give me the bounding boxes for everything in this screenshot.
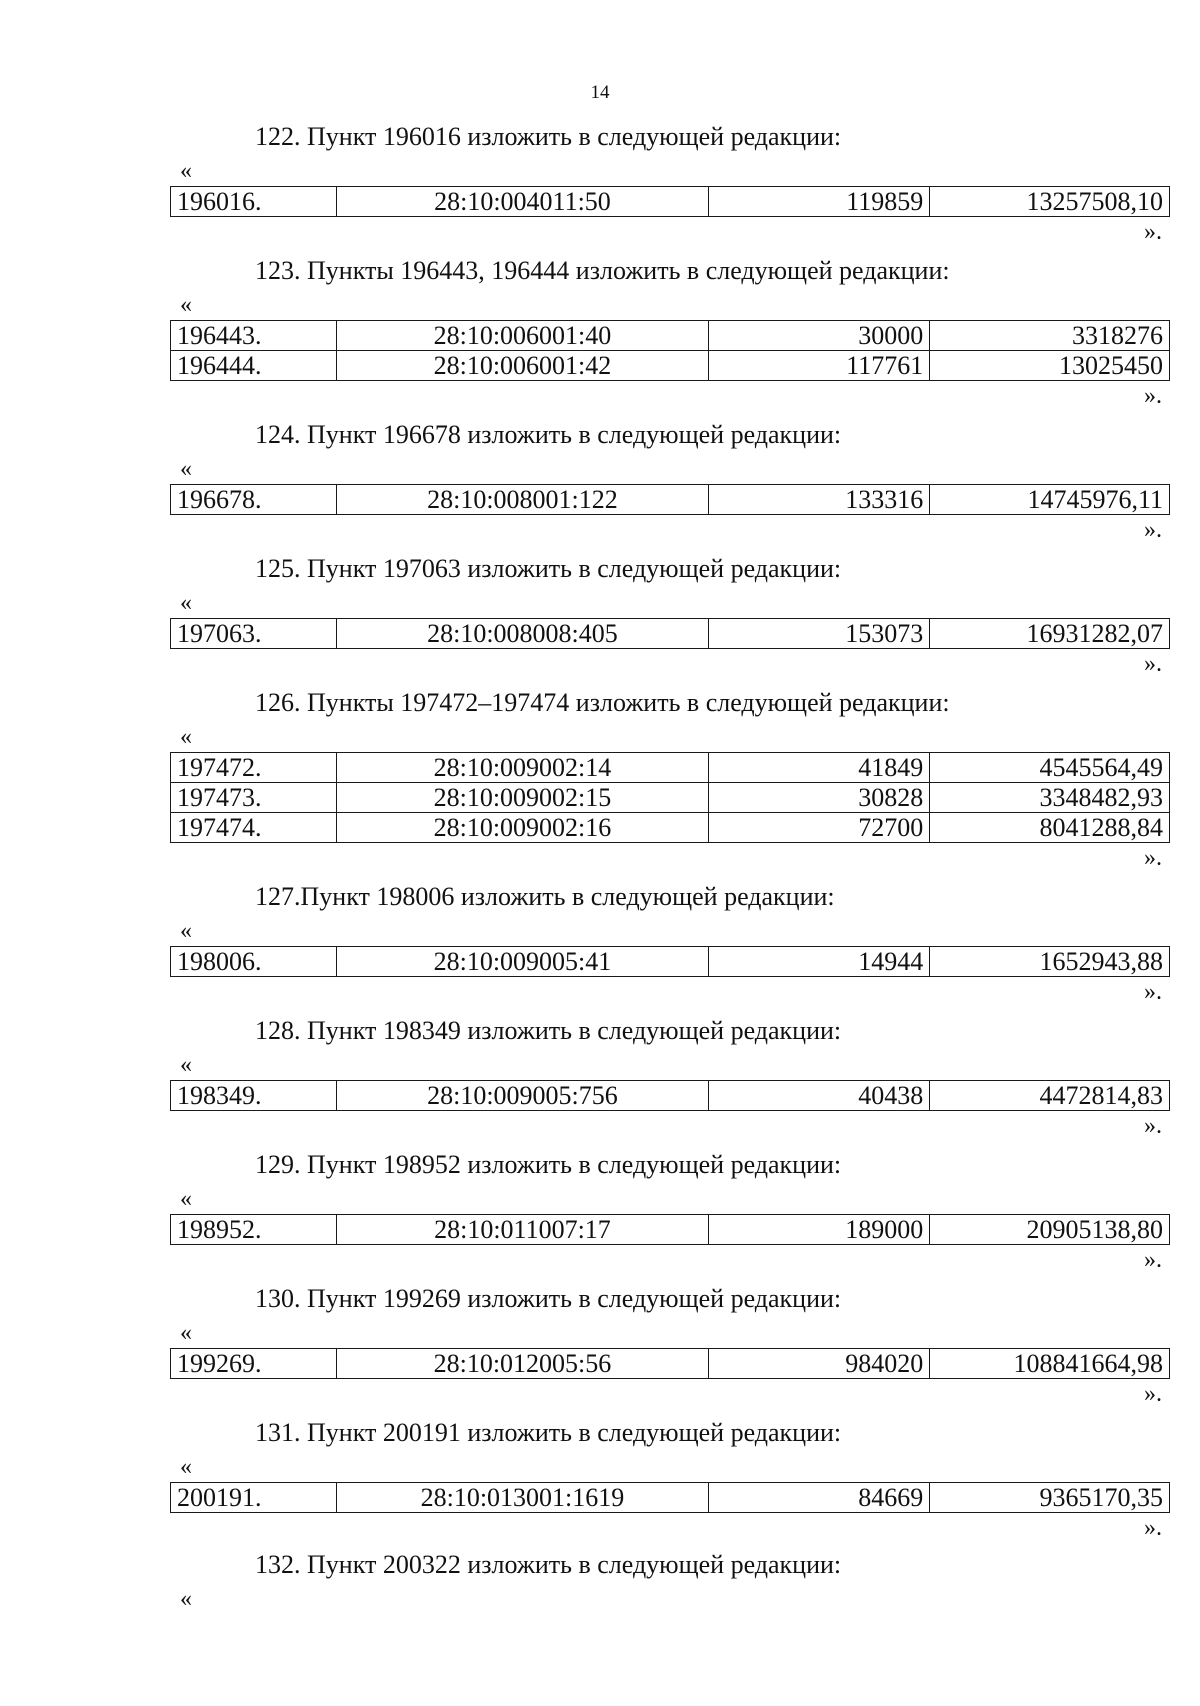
- item-number-cell: 197473.: [171, 783, 337, 813]
- item-number-cell: 198006.: [171, 947, 337, 977]
- amendment-section: [170, 881, 1170, 1015]
- amendment-section: [170, 687, 1170, 881]
- item-number-cell: 198952.: [171, 1215, 337, 1245]
- close-quote: ».: [1144, 651, 1162, 677]
- table-row: [171, 1349, 1170, 1379]
- close-quote: ».: [1144, 1381, 1162, 1407]
- cadastral-number-cell: 28:10:008008:405: [337, 619, 709, 649]
- section-heading: 125. Пункт 197063 изложить в следующей редакции:: [255, 554, 842, 583]
- cadastral-value-cell: 9365170,35: [930, 1483, 1170, 1513]
- table-row: [171, 619, 1170, 649]
- area-cell: 133316: [708, 485, 930, 515]
- cadastral-number-cell: 28:10:009002:16: [337, 813, 709, 843]
- open-quote: «: [180, 918, 192, 944]
- area-cell: 984020: [708, 1349, 930, 1379]
- area-cell: 153073: [708, 619, 930, 649]
- cadastral-value-cell: 13257508,10: [930, 187, 1170, 217]
- close-quote: ».: [1144, 845, 1162, 871]
- area-cell: 40438: [708, 1081, 930, 1111]
- cadastral-number-cell: 28:10:008001:122: [337, 485, 709, 515]
- table-row: [171, 753, 1170, 783]
- area-cell: 41849: [708, 753, 930, 783]
- table-row: [171, 1081, 1170, 1111]
- cadastral-value-cell: 16931282,07: [930, 619, 1170, 649]
- area-cell: 84669: [708, 1483, 930, 1513]
- table-row: [171, 1215, 1170, 1245]
- final-section-heading: 132. Пункт 200322 изложить в следующей редакции:: [255, 1550, 842, 1579]
- open-quote: «: [180, 456, 192, 482]
- close-quote: ».: [1144, 1515, 1162, 1541]
- area-cell: 30828: [708, 783, 930, 813]
- section-heading: 123. Пункты 196443, 196444 изложить в следующей редакции:: [255, 256, 950, 285]
- close-quote: ».: [1144, 219, 1162, 245]
- cadastral-number-cell: 28:10:012005:56: [337, 1349, 709, 1379]
- section-heading: 124. Пункт 196678 изложить в следующей редакции:: [255, 420, 842, 449]
- open-quote: «: [180, 1320, 192, 1346]
- item-number-cell: 197474.: [171, 813, 337, 843]
- close-quote: ».: [1144, 1113, 1162, 1139]
- amendment-table: [170, 186, 1170, 217]
- cadastral-number-cell: 28:10:011007:17: [337, 1215, 709, 1245]
- open-quote: «: [180, 590, 192, 616]
- item-number-cell: 196444.: [171, 351, 337, 381]
- cadastral-value-cell: 108841664,98: [930, 1349, 1170, 1379]
- amendment-table: [170, 320, 1170, 381]
- amendment-section: [170, 1015, 1170, 1149]
- item-number-cell: 196016.: [171, 187, 337, 217]
- section-heading: 127.Пункт 198006 изложить в следующей редакции:: [255, 882, 835, 911]
- section-heading: 129. Пункт 198952 изложить в следующей редакции:: [255, 1150, 842, 1179]
- item-number-cell: 196678.: [171, 485, 337, 515]
- amendment-table: [170, 1080, 1170, 1111]
- amendment-sections: [170, 121, 1170, 1551]
- item-number-cell: 197063.: [171, 619, 337, 649]
- item-number-cell: 199269.: [171, 1349, 337, 1379]
- open-quote: «: [180, 158, 192, 184]
- close-quote: ».: [1144, 517, 1162, 543]
- section-heading: 131. Пункт 200191 изложить в следующей редакции:: [255, 1418, 842, 1447]
- cadastral-value-cell: 14745976,11: [930, 485, 1170, 515]
- final-open-quote: «: [180, 1586, 192, 1612]
- item-number-cell: 196443.: [171, 321, 337, 351]
- cadastral-value-cell: 4472814,83: [930, 1081, 1170, 1111]
- amendment-table: [170, 1214, 1170, 1245]
- cadastral-value-cell: 8041288,84: [930, 813, 1170, 843]
- open-quote: «: [180, 1454, 192, 1480]
- table-row: [171, 813, 1170, 843]
- amendment-section: [170, 1149, 1170, 1283]
- open-quote: «: [180, 292, 192, 318]
- area-cell: 189000: [708, 1215, 930, 1245]
- cadastral-value-cell: 20905138,80: [930, 1215, 1170, 1245]
- table-row: [171, 321, 1170, 351]
- open-quote: «: [180, 1052, 192, 1078]
- section-heading: 126. Пункты 197472–197474 изложить в следующей редакции:: [255, 688, 950, 717]
- section-heading: 128. Пункт 198349 изложить в следующей редакции:: [255, 1016, 842, 1045]
- item-number-cell: 200191.: [171, 1483, 337, 1513]
- close-quote: ».: [1144, 1247, 1162, 1273]
- close-quote: ».: [1144, 979, 1162, 1005]
- area-cell: 117761: [708, 351, 930, 381]
- amendment-section: [170, 1417, 1170, 1551]
- amendment-table: [170, 752, 1170, 843]
- section-heading: 122. Пункт 196016 изложить в следующей редакции:: [255, 122, 842, 151]
- cadastral-value-cell: 1652943,88: [930, 947, 1170, 977]
- table-row: [171, 783, 1170, 813]
- cadastral-value-cell: 3318276: [930, 321, 1170, 351]
- amendment-section: [170, 121, 1170, 255]
- close-quote: ».: [1144, 383, 1162, 409]
- open-quote: «: [180, 724, 192, 750]
- page-number: 14: [590, 82, 610, 103]
- amendment-table: [170, 618, 1170, 649]
- cadastral-value-cell: 4545564,49: [930, 753, 1170, 783]
- item-number-cell: 197472.: [171, 753, 337, 783]
- amendment-table: [170, 484, 1170, 515]
- table-row: [171, 187, 1170, 217]
- table-row: [171, 947, 1170, 977]
- amendment-section: [170, 255, 1170, 419]
- amendment-table: [170, 946, 1170, 977]
- cadastral-number-cell: 28:10:009002:14: [337, 753, 709, 783]
- area-cell: 14944: [708, 947, 930, 977]
- cadastral-value-cell: 13025450: [930, 351, 1170, 381]
- cadastral-number-cell: 28:10:006001:40: [337, 321, 709, 351]
- amendment-table: [170, 1348, 1170, 1379]
- area-cell: 72700: [708, 813, 930, 843]
- cadastral-value-cell: 3348482,93: [930, 783, 1170, 813]
- cadastral-number-cell: 28:10:009002:15: [337, 783, 709, 813]
- table-row: [171, 485, 1170, 515]
- open-quote: «: [180, 1186, 192, 1212]
- cadastral-number-cell: 28:10:006001:42: [337, 351, 709, 381]
- amendment-section: [170, 1283, 1170, 1417]
- table-row: [171, 351, 1170, 381]
- amendment-section: [170, 553, 1170, 687]
- area-cell: 119859: [708, 187, 930, 217]
- amendment-table: [170, 1482, 1170, 1513]
- table-row: [171, 1483, 1170, 1513]
- section-heading: 130. Пункт 199269 изложить в следующей редакции:: [255, 1284, 842, 1313]
- area-cell: 30000: [708, 321, 930, 351]
- cadastral-number-cell: 28:10:009005:41: [337, 947, 709, 977]
- cadastral-number-cell: 28:10:013001:1619: [337, 1483, 709, 1513]
- cadastral-number-cell: 28:10:009005:756: [337, 1081, 709, 1111]
- amendment-section: [170, 419, 1170, 553]
- item-number-cell: 198349.: [171, 1081, 337, 1111]
- cadastral-number-cell: 28:10:004011:50: [337, 187, 709, 217]
